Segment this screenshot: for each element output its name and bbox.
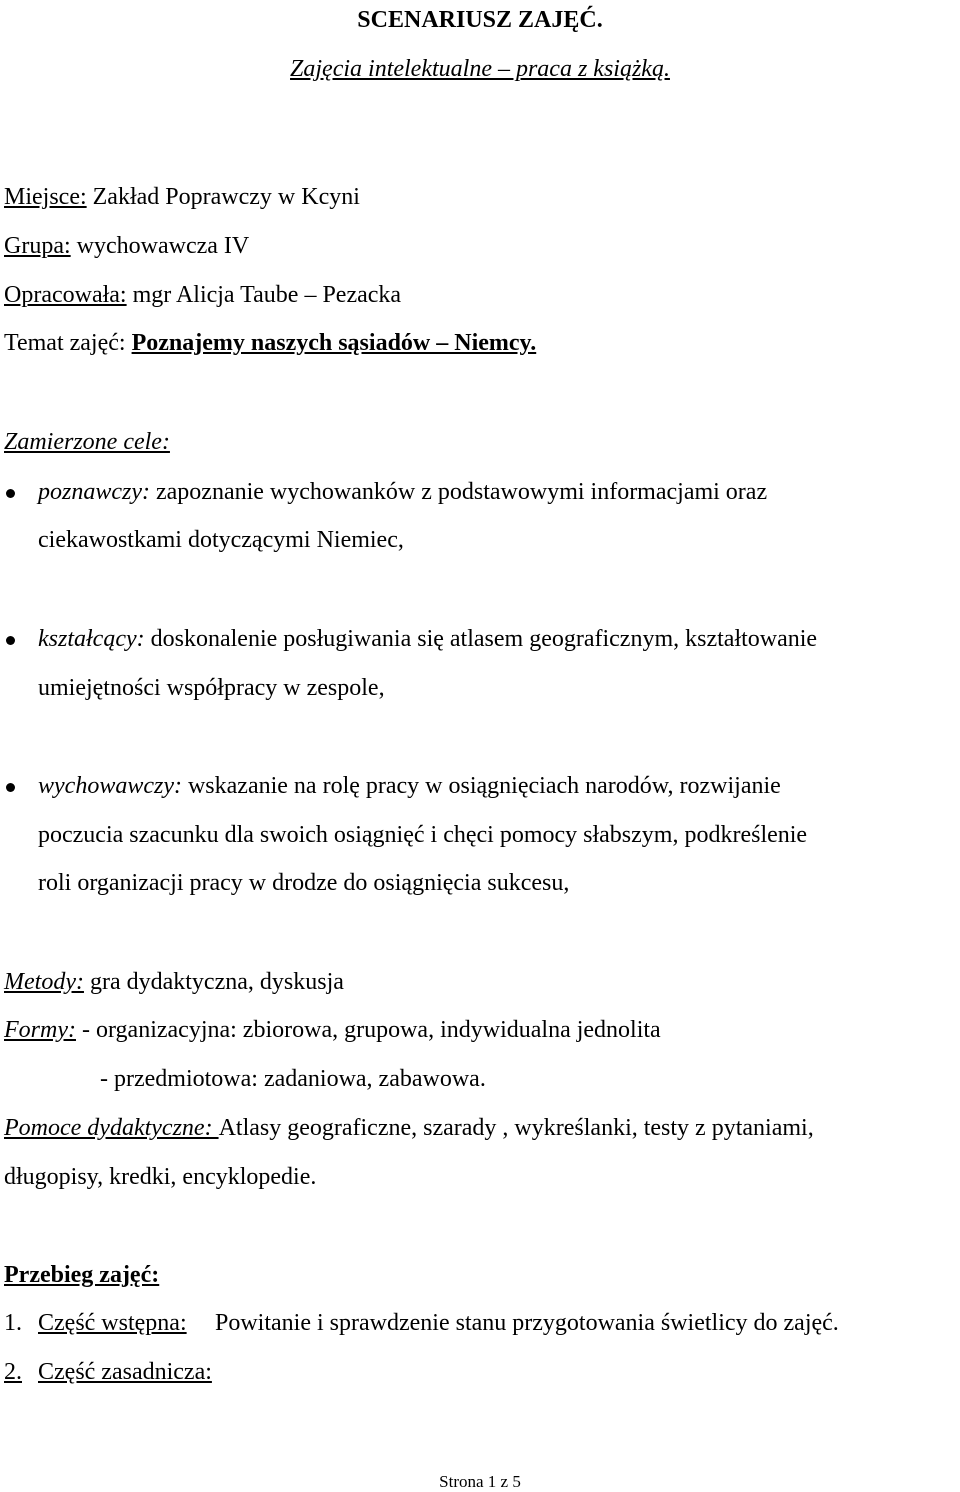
temat-label: Temat zajęć: (4, 330, 132, 356)
metody-line (4, 968, 344, 996)
pomoce-line (4, 1114, 814, 1142)
przebieg-heading: Przebieg zajęć: (4, 1262, 160, 1288)
goal-type-label: poznawczy: (38, 479, 150, 505)
goal-text: zapoznanie wychowanków z podstawowymi informacjami oraz (149, 479, 768, 505)
goal-type-label: kształcący: (38, 626, 145, 652)
info-grupa (4, 232, 249, 260)
grupa-label: Grupa: (4, 233, 71, 259)
item-label: Część zasadnicza: (38, 1359, 212, 1385)
goal-poznawczy-line2: ciekawostkami dotyczącymi Niemiec, (38, 527, 404, 553)
opracowala-label: Opracowała: (4, 282, 127, 308)
bullet-icon (6, 636, 15, 645)
miejsce-value: Zakład Poprawczy w Kcyni (86, 184, 360, 210)
przebieg-item-2 (4, 1358, 212, 1386)
item-number: 2. (4, 1359, 22, 1385)
goal-ksztalcacy-line1 (38, 625, 817, 653)
bullet-icon (6, 783, 15, 792)
miejsce-label: Miejsce: (4, 184, 87, 210)
goal-wychowawczy-line3: roli organizacji pracy w drodze do osiągnięcia sukcesu, (38, 870, 570, 896)
goal-type-label: wychowawczy: (38, 773, 182, 799)
formy-line (4, 1016, 661, 1044)
pomoce-line2: długopisy, kredki, encyklopedie. (4, 1164, 317, 1190)
goal-text: wskazanie na rolę pracy w osiągnięciach narodów, rozwijanie (181, 773, 781, 799)
przebieg-item-1 (4, 1309, 839, 1337)
info-miejsce (4, 183, 360, 211)
metody-label: Metody: (4, 969, 84, 995)
document-title: SCENARIUSZ ZAJĘĆ. (357, 7, 603, 33)
document-subtitle: Zajęcia intelektualne – praca z książką. (290, 56, 670, 82)
pomoce-value: Atlasy geograficzne, szarady , wykreślanki, testy z pytaniami, (218, 1115, 814, 1141)
goal-ksztalcacy-line2: umiejętności współpracy w zespole, (38, 675, 385, 701)
formy-line2: - przedmiotowa: zadaniowa, zabawowa. (100, 1066, 486, 1092)
item-number: 1. (4, 1310, 22, 1336)
info-opracowala (4, 281, 401, 309)
opracowala-value: mgr Alicja Taube – Pezacka (126, 282, 402, 308)
goal-wychowawczy-line2: poczucia szacunku dla swoich osiągnięć i chęci pomocy słabszym, podkreślenie (38, 822, 808, 848)
item-label: Część wstępna: (38, 1310, 187, 1336)
grupa-value: wychowawcza IV (70, 233, 250, 259)
pomoce-label: Pomoce dydaktyczne: (4, 1115, 219, 1141)
goal-poznawczy-line1 (38, 478, 767, 506)
bullet-icon (6, 489, 15, 498)
formy-label: Formy: (4, 1017, 76, 1043)
info-temat (4, 329, 536, 357)
goal-text: doskonalenie posługiwania się atlasem geograficznym, kształtowanie (144, 626, 818, 652)
temat-value: Poznajemy naszych sąsiadów – Niemcy. (131, 330, 537, 356)
metody-value: gra dydaktyczna, dyskusja (83, 969, 344, 995)
goals-heading: Zamierzone cele: (4, 429, 170, 455)
goal-wychowawczy-line1 (38, 772, 781, 800)
item-text: Powitanie i sprawdzenie stanu przygotowania świetlicy do zajęć. (215, 1310, 839, 1336)
page-number: Strona 1 z 5 (439, 1472, 521, 1491)
formy-value: - organizacyjna: zbiorowa, grupowa, indywidualna jednolita (75, 1017, 661, 1043)
